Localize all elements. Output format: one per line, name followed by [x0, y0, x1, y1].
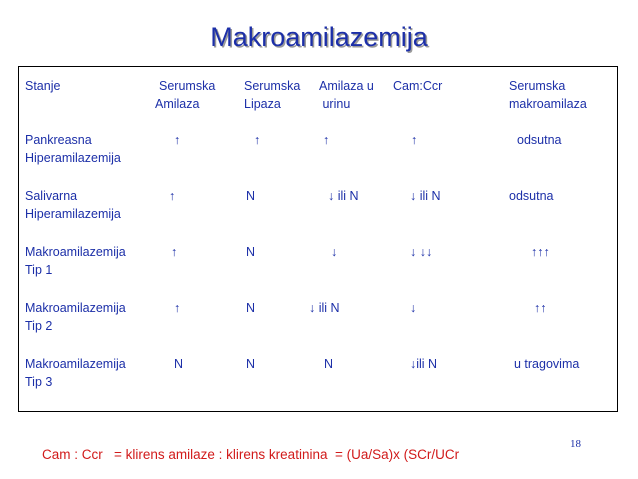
header-amilaza-line2: Amilaza — [155, 97, 200, 111]
row-makro: odsutna — [517, 133, 562, 147]
row-name-line2: Hiperamilazemija — [25, 151, 121, 165]
row-lipaza: ↑ — [254, 133, 261, 147]
row-lipaza: N — [246, 245, 256, 259]
slide-title: Makroamilazemija — [210, 22, 428, 52]
row-amilaza: N — [174, 357, 184, 371]
header-makro-line2: makroamilaza — [509, 97, 587, 111]
row-cam: ↓ ili N — [410, 189, 441, 203]
row-makro: u tragovima — [514, 357, 580, 371]
header-urin-line1: Amilaza u — [319, 79, 374, 93]
row-amilaza: ↑ — [174, 133, 181, 147]
comparison-table — [18, 66, 618, 412]
row-name-line1: Makroamilazemija — [25, 357, 126, 371]
row-cam: ↓ — [410, 301, 417, 315]
row-urin: ↓ — [331, 245, 338, 259]
page-number: 18 — [570, 438, 581, 450]
row-makro: ↑↑↑ — [531, 245, 550, 259]
row-amilaza: ↑ — [174, 301, 181, 315]
header-stanje: Stanje — [25, 79, 61, 93]
row-lipaza: N — [246, 357, 256, 371]
row-name-line1: Makroamilazemija — [25, 301, 126, 315]
row-name-line1: Pankreasna — [25, 133, 92, 147]
row-name-line2: Tip 1 — [25, 263, 53, 277]
row-urin: N — [324, 357, 334, 371]
row-name-line2: Tip 3 — [25, 375, 53, 389]
header-lipaza-line2: Lipaza — [244, 97, 281, 111]
header-cam-ccr: Cam:Ccr — [393, 79, 443, 93]
row-name-line2: Hiperamilazemija — [25, 207, 121, 221]
row-cam: ↓ili N — [410, 357, 438, 371]
row-amilaza: ↑ — [169, 189, 176, 203]
formula-footnote: Cam : Ccr = klirens amilaze : klirens kreatinina = (Ua/Sa)x (SCr/UCr — [42, 447, 460, 462]
row-lipaza: N — [246, 189, 256, 203]
row-lipaza: N — [246, 301, 256, 315]
row-name-line2: Tip 2 — [25, 319, 53, 333]
row-urin: ↓ ili N — [328, 189, 359, 203]
row-urin: ↓ ili N — [309, 301, 340, 315]
header-urin-line2: urinu — [319, 97, 351, 111]
header-lipaza-line1: Serumska — [244, 79, 301, 93]
row-urin: ↑ — [323, 133, 330, 147]
row-name-line1: Makroamilazemija — [25, 245, 126, 259]
row-cam: ↓ ↓↓ — [410, 245, 433, 259]
row-name-line1: Salivarna — [25, 189, 78, 203]
row-amilaza: ↑ — [171, 245, 178, 259]
row-makro: odsutna — [509, 189, 554, 203]
row-makro: ↑↑ — [534, 301, 547, 315]
header-amilaza-line1: Serumska — [159, 79, 216, 93]
row-cam: ↑ — [411, 133, 418, 147]
header-makro-line1: Serumska — [509, 79, 566, 93]
